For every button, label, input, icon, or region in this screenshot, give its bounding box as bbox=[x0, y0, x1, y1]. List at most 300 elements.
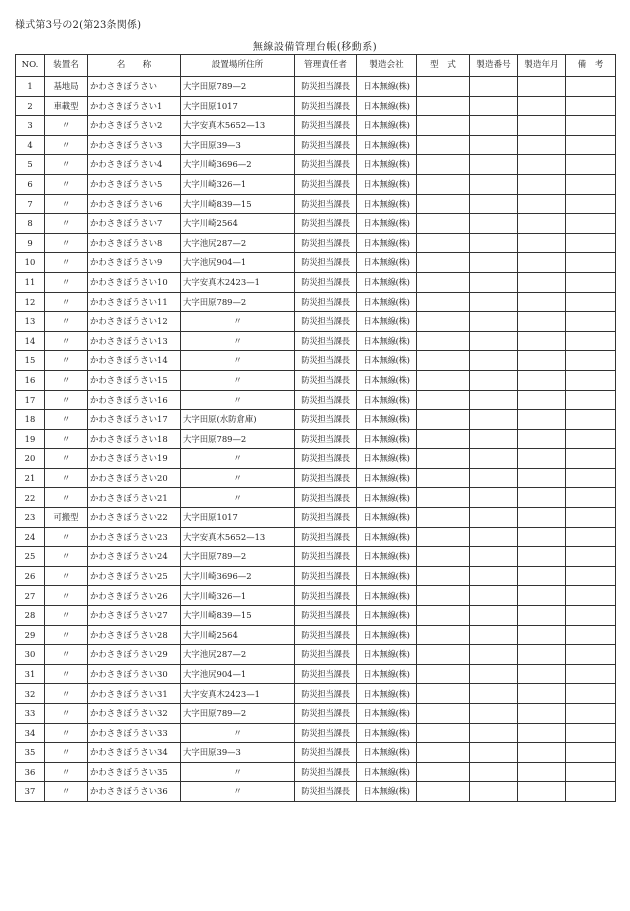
cell-model bbox=[417, 743, 470, 763]
header-device-type: 装置名 bbox=[45, 55, 88, 77]
cell-manager: 防災担当課長 bbox=[295, 410, 357, 430]
cell-manufacture-date bbox=[518, 566, 566, 586]
table-row bbox=[16, 547, 616, 567]
cell-name: かわさきぼうさい22 bbox=[88, 508, 181, 528]
cell-no: 17 bbox=[16, 390, 45, 410]
cell-manager: 防災担当課長 bbox=[295, 253, 357, 273]
cell-address: 大字田原789—2 bbox=[181, 292, 295, 312]
cell-name: かわさきぼうさい34 bbox=[88, 743, 181, 763]
cell-serial-number bbox=[470, 606, 518, 626]
cell-no: 35 bbox=[16, 743, 45, 763]
cell-no: 11 bbox=[16, 272, 45, 292]
cell-name: かわさきぼうさい4 bbox=[88, 155, 181, 175]
cell-no: 4 bbox=[16, 135, 45, 155]
cell-remarks bbox=[566, 233, 616, 253]
cell-device-type: 〃 bbox=[45, 194, 88, 214]
cell-model bbox=[417, 292, 470, 312]
cell-serial-number bbox=[470, 527, 518, 547]
cell-manufacture-date bbox=[518, 527, 566, 547]
cell-model bbox=[417, 684, 470, 704]
cell-manager: 防災担当課長 bbox=[295, 312, 357, 332]
cell-address: 〃 bbox=[181, 390, 295, 410]
cell-manager: 防災担当課長 bbox=[295, 214, 357, 234]
cell-manufacture-date bbox=[518, 96, 566, 116]
cell-device-type: 〃 bbox=[45, 488, 88, 508]
cell-serial-number bbox=[470, 410, 518, 430]
cell-name: かわさきぼうさい2 bbox=[88, 116, 181, 136]
cell-name: かわさきぼうさい1 bbox=[88, 96, 181, 116]
table-row bbox=[16, 449, 616, 469]
cell-serial-number bbox=[470, 370, 518, 390]
cell-no: 31 bbox=[16, 664, 45, 684]
cell-manager: 防災担当課長 bbox=[295, 508, 357, 528]
cell-manager: 防災担当課長 bbox=[295, 351, 357, 371]
table-row bbox=[16, 606, 616, 626]
cell-device-type: 〃 bbox=[45, 762, 88, 782]
header-no: NO. bbox=[16, 55, 45, 77]
cell-no: 5 bbox=[16, 155, 45, 175]
table-row bbox=[16, 77, 616, 97]
cell-manager: 防災担当課長 bbox=[295, 429, 357, 449]
table-row bbox=[16, 684, 616, 704]
cell-manufacture-date bbox=[518, 645, 566, 665]
table-row bbox=[16, 214, 616, 234]
table-row bbox=[16, 762, 616, 782]
cell-device-type: 〃 bbox=[45, 292, 88, 312]
cell-manager: 防災担当課長 bbox=[295, 704, 357, 724]
cell-model bbox=[417, 449, 470, 469]
cell-remarks bbox=[566, 96, 616, 116]
table-row bbox=[16, 508, 616, 528]
cell-no: 24 bbox=[16, 527, 45, 547]
cell-manager: 防災担当課長 bbox=[295, 77, 357, 97]
cell-serial-number bbox=[470, 351, 518, 371]
cell-name: かわさきぼうさい9 bbox=[88, 253, 181, 273]
table-row bbox=[16, 566, 616, 586]
cell-manager: 防災担当課長 bbox=[295, 664, 357, 684]
table-row bbox=[16, 292, 616, 312]
cell-manufacturer: 日本無線(株) bbox=[357, 96, 417, 116]
cell-name: かわさきぼうさい29 bbox=[88, 645, 181, 665]
cell-address: 〃 bbox=[181, 312, 295, 332]
cell-manager: 防災担当課長 bbox=[295, 233, 357, 253]
cell-manager: 防災担当課長 bbox=[295, 684, 357, 704]
cell-remarks bbox=[566, 155, 616, 175]
cell-model bbox=[417, 214, 470, 234]
cell-device-type: 〃 bbox=[45, 566, 88, 586]
cell-address: 大字安真木5652—13 bbox=[181, 116, 295, 136]
table-row bbox=[16, 782, 616, 802]
cell-manager: 防災担当課長 bbox=[295, 390, 357, 410]
cell-manufacturer: 日本無線(株) bbox=[357, 704, 417, 724]
cell-model bbox=[417, 508, 470, 528]
cell-serial-number bbox=[470, 312, 518, 332]
cell-no: 22 bbox=[16, 488, 45, 508]
cell-manufacture-date bbox=[518, 508, 566, 528]
cell-no: 13 bbox=[16, 312, 45, 332]
cell-address: 大字田原(水防倉庫) bbox=[181, 410, 295, 430]
cell-manufacturer: 日本無線(株) bbox=[357, 214, 417, 234]
cell-remarks bbox=[566, 488, 616, 508]
cell-model bbox=[417, 625, 470, 645]
cell-serial-number bbox=[470, 77, 518, 97]
cell-model bbox=[417, 429, 470, 449]
cell-remarks bbox=[566, 566, 616, 586]
cell-address: 大字安真木5652—13 bbox=[181, 527, 295, 547]
cell-manufacturer: 日本無線(株) bbox=[357, 625, 417, 645]
cell-name: かわさきぼうさい33 bbox=[88, 723, 181, 743]
cell-no: 34 bbox=[16, 723, 45, 743]
cell-address: 大字田原1017 bbox=[181, 96, 295, 116]
cell-device-type: 〃 bbox=[45, 547, 88, 567]
cell-manufacturer: 日本無線(株) bbox=[357, 272, 417, 292]
cell-serial-number bbox=[470, 194, 518, 214]
cell-serial-number bbox=[470, 488, 518, 508]
table-row bbox=[16, 135, 616, 155]
cell-manufacturer: 日本無線(株) bbox=[357, 370, 417, 390]
cell-address: 〃 bbox=[181, 331, 295, 351]
cell-address: 〃 bbox=[181, 370, 295, 390]
cell-name: かわさきぼうさい23 bbox=[88, 527, 181, 547]
cell-manager: 防災担当課長 bbox=[295, 155, 357, 175]
table-row bbox=[16, 194, 616, 214]
cell-serial-number bbox=[470, 116, 518, 136]
cell-no: 26 bbox=[16, 566, 45, 586]
cell-address: 大字池尻904—1 bbox=[181, 253, 295, 273]
cell-serial-number bbox=[470, 214, 518, 234]
cell-address: 大字田原1017 bbox=[181, 508, 295, 528]
table-row bbox=[16, 390, 616, 410]
cell-manufacturer: 日本無線(株) bbox=[357, 606, 417, 626]
cell-manager: 防災担当課長 bbox=[295, 743, 357, 763]
cell-model bbox=[417, 96, 470, 116]
cell-model bbox=[417, 704, 470, 724]
cell-model bbox=[417, 194, 470, 214]
cell-remarks bbox=[566, 292, 616, 312]
cell-serial-number bbox=[470, 664, 518, 684]
cell-manufacture-date bbox=[518, 77, 566, 97]
cell-device-type: 可搬型 bbox=[45, 508, 88, 528]
cell-manufacturer: 日本無線(株) bbox=[357, 782, 417, 802]
cell-remarks bbox=[566, 704, 616, 724]
cell-name: かわさきぼうさい18 bbox=[88, 429, 181, 449]
cell-manufacture-date bbox=[518, 664, 566, 684]
cell-no: 30 bbox=[16, 645, 45, 665]
cell-name: かわさきぼうさい11 bbox=[88, 292, 181, 312]
cell-remarks bbox=[566, 272, 616, 292]
cell-remarks bbox=[566, 606, 616, 626]
cell-serial-number bbox=[470, 782, 518, 802]
cell-no: 23 bbox=[16, 508, 45, 528]
cell-manufacture-date bbox=[518, 351, 566, 371]
cell-manufacturer: 日本無線(株) bbox=[357, 429, 417, 449]
cell-no: 15 bbox=[16, 351, 45, 371]
cell-name: かわさきぼうさい5 bbox=[88, 174, 181, 194]
cell-manufacturer: 日本無線(株) bbox=[357, 743, 417, 763]
cell-name: かわさきぼうさい31 bbox=[88, 684, 181, 704]
cell-manager: 防災担当課長 bbox=[295, 645, 357, 665]
cell-manufacture-date bbox=[518, 214, 566, 234]
cell-device-type: 車載型 bbox=[45, 96, 88, 116]
cell-serial-number bbox=[470, 684, 518, 704]
cell-device-type: 〃 bbox=[45, 351, 88, 371]
cell-name: かわさきぼうさい6 bbox=[88, 194, 181, 214]
cell-manager: 防災担当課長 bbox=[295, 782, 357, 802]
cell-no: 3 bbox=[16, 116, 45, 136]
cell-name: かわさきぼうさい30 bbox=[88, 664, 181, 684]
table-row bbox=[16, 155, 616, 175]
cell-device-type: 〃 bbox=[45, 174, 88, 194]
cell-name: かわさきぼうさい3 bbox=[88, 135, 181, 155]
cell-name: かわさきぼうさい27 bbox=[88, 606, 181, 626]
cell-model bbox=[417, 488, 470, 508]
cell-remarks bbox=[566, 135, 616, 155]
cell-model bbox=[417, 351, 470, 371]
cell-device-type: 〃 bbox=[45, 135, 88, 155]
cell-model bbox=[417, 312, 470, 332]
cell-no: 25 bbox=[16, 547, 45, 567]
cell-remarks bbox=[566, 331, 616, 351]
cell-manager: 防災担当課長 bbox=[295, 370, 357, 390]
cell-manufacturer: 日本無線(株) bbox=[357, 233, 417, 253]
cell-manager: 防災担当課長 bbox=[295, 468, 357, 488]
cell-manager: 防災担当課長 bbox=[295, 135, 357, 155]
cell-device-type: 〃 bbox=[45, 723, 88, 743]
cell-model bbox=[417, 253, 470, 273]
cell-manufacture-date bbox=[518, 194, 566, 214]
cell-manufacture-date bbox=[518, 684, 566, 704]
cell-manufacture-date bbox=[518, 292, 566, 312]
table-row bbox=[16, 410, 616, 430]
cell-address: 大字川崎2564 bbox=[181, 625, 295, 645]
cell-name: かわさきぼうさい35 bbox=[88, 762, 181, 782]
cell-no: 6 bbox=[16, 174, 45, 194]
cell-remarks bbox=[566, 723, 616, 743]
cell-manufacture-date bbox=[518, 135, 566, 155]
cell-no: 1 bbox=[16, 77, 45, 97]
cell-manufacturer: 日本無線(株) bbox=[357, 684, 417, 704]
cell-device-type: 〃 bbox=[45, 743, 88, 763]
cell-manager: 防災担当課長 bbox=[295, 488, 357, 508]
cell-address: 〃 bbox=[181, 351, 295, 371]
cell-manufacturer: 日本無線(株) bbox=[357, 488, 417, 508]
cell-address: 大字川崎326—1 bbox=[181, 174, 295, 194]
cell-name: かわさきぼうさい24 bbox=[88, 547, 181, 567]
cell-remarks bbox=[566, 410, 616, 430]
cell-model bbox=[417, 566, 470, 586]
cell-manufacturer: 日本無線(株) bbox=[357, 664, 417, 684]
cell-manufacturer: 日本無線(株) bbox=[357, 351, 417, 371]
cell-no: 28 bbox=[16, 606, 45, 626]
cell-manager: 防災担当課長 bbox=[295, 194, 357, 214]
cell-device-type: 〃 bbox=[45, 214, 88, 234]
cell-remarks bbox=[566, 370, 616, 390]
cell-manufacture-date bbox=[518, 547, 566, 567]
cell-model bbox=[417, 410, 470, 430]
cell-name: かわさきぼうさい21 bbox=[88, 488, 181, 508]
table-row bbox=[16, 704, 616, 724]
cell-serial-number bbox=[470, 645, 518, 665]
cell-name: かわさきぼうさい32 bbox=[88, 704, 181, 724]
cell-manager: 防災担当課長 bbox=[295, 527, 357, 547]
cell-manufacture-date bbox=[518, 233, 566, 253]
cell-manufacture-date bbox=[518, 762, 566, 782]
cell-name: かわさきぼうさい17 bbox=[88, 410, 181, 430]
cell-model bbox=[417, 606, 470, 626]
cell-address: 大字池尻904—1 bbox=[181, 664, 295, 684]
cell-manufacturer: 日本無線(株) bbox=[357, 174, 417, 194]
cell-remarks bbox=[566, 174, 616, 194]
cell-manufacture-date bbox=[518, 331, 566, 351]
header-manufacture-date: 製造年月 bbox=[518, 55, 566, 77]
cell-address: 大字川崎3696—2 bbox=[181, 566, 295, 586]
cell-address: 〃 bbox=[181, 723, 295, 743]
cell-manufacture-date bbox=[518, 116, 566, 136]
cell-address: 〃 bbox=[181, 449, 295, 469]
cell-manufacture-date bbox=[518, 743, 566, 763]
cell-address: 大字池尻287—2 bbox=[181, 645, 295, 665]
cell-device-type: 〃 bbox=[45, 468, 88, 488]
cell-device-type: 〃 bbox=[45, 116, 88, 136]
cell-manufacturer: 日本無線(株) bbox=[357, 468, 417, 488]
cell-serial-number bbox=[470, 743, 518, 763]
cell-no: 7 bbox=[16, 194, 45, 214]
cell-no: 9 bbox=[16, 233, 45, 253]
cell-manufacturer: 日本無線(株) bbox=[357, 253, 417, 273]
cell-address: 大字安真木2423—1 bbox=[181, 272, 295, 292]
cell-device-type: 〃 bbox=[45, 155, 88, 175]
cell-manufacture-date bbox=[518, 704, 566, 724]
cell-manager: 防災担当課長 bbox=[295, 586, 357, 606]
cell-model bbox=[417, 370, 470, 390]
cell-device-type: 〃 bbox=[45, 645, 88, 665]
cell-remarks bbox=[566, 194, 616, 214]
cell-name: かわさきぼうさい16 bbox=[88, 390, 181, 410]
cell-manufacture-date bbox=[518, 272, 566, 292]
cell-model bbox=[417, 233, 470, 253]
cell-no: 16 bbox=[16, 370, 45, 390]
cell-address: 〃 bbox=[181, 782, 295, 802]
cell-serial-number bbox=[470, 468, 518, 488]
cell-manager: 防災担当課長 bbox=[295, 292, 357, 312]
cell-model bbox=[417, 645, 470, 665]
cell-serial-number bbox=[470, 253, 518, 273]
cell-name: かわさきぼうさい13 bbox=[88, 331, 181, 351]
table-row bbox=[16, 664, 616, 684]
cell-no: 20 bbox=[16, 449, 45, 469]
cell-model bbox=[417, 723, 470, 743]
cell-name: かわさきぼうさい bbox=[88, 77, 181, 97]
cell-manufacturer: 日本無線(株) bbox=[357, 566, 417, 586]
cell-manager: 防災担当課長 bbox=[295, 96, 357, 116]
cell-serial-number bbox=[470, 449, 518, 469]
cell-manufacturer: 日本無線(株) bbox=[357, 77, 417, 97]
cell-address: 大字田原789—2 bbox=[181, 547, 295, 567]
cell-manager: 防災担当課長 bbox=[295, 116, 357, 136]
cell-manager: 防災担当課長 bbox=[295, 566, 357, 586]
cell-no: 18 bbox=[16, 410, 45, 430]
cell-remarks bbox=[566, 116, 616, 136]
cell-model bbox=[417, 762, 470, 782]
cell-remarks bbox=[566, 390, 616, 410]
cell-manufacturer: 日本無線(株) bbox=[357, 194, 417, 214]
cell-name: かわさきぼうさい36 bbox=[88, 782, 181, 802]
cell-remarks bbox=[566, 547, 616, 567]
table-row bbox=[16, 429, 616, 449]
cell-manufacturer: 日本無線(株) bbox=[357, 155, 417, 175]
cell-address: 〃 bbox=[181, 488, 295, 508]
table-row bbox=[16, 233, 616, 253]
table-row bbox=[16, 743, 616, 763]
cell-model bbox=[417, 135, 470, 155]
cell-serial-number bbox=[470, 566, 518, 586]
cell-manufacturer: 日本無線(株) bbox=[357, 547, 417, 567]
header-manufacturer: 製造会社 bbox=[357, 55, 417, 77]
cell-serial-number bbox=[470, 233, 518, 253]
radio-equipment-ledger-table bbox=[15, 54, 616, 802]
cell-no: 27 bbox=[16, 586, 45, 606]
cell-remarks bbox=[566, 508, 616, 528]
cell-serial-number bbox=[470, 135, 518, 155]
cell-no: 8 bbox=[16, 214, 45, 234]
table-row bbox=[16, 723, 616, 743]
cell-serial-number bbox=[470, 272, 518, 292]
cell-remarks bbox=[566, 762, 616, 782]
cell-remarks bbox=[566, 214, 616, 234]
cell-model bbox=[417, 527, 470, 547]
header-model: 型 式 bbox=[417, 55, 470, 77]
cell-serial-number bbox=[470, 429, 518, 449]
cell-manufacturer: 日本無線(株) bbox=[357, 449, 417, 469]
cell-manufacture-date bbox=[518, 723, 566, 743]
cell-name: かわさきぼうさい14 bbox=[88, 351, 181, 371]
cell-device-type: 〃 bbox=[45, 664, 88, 684]
cell-remarks bbox=[566, 664, 616, 684]
cell-name: かわさきぼうさい20 bbox=[88, 468, 181, 488]
cell-remarks bbox=[566, 527, 616, 547]
cell-address: 〃 bbox=[181, 762, 295, 782]
cell-remarks bbox=[566, 312, 616, 332]
cell-serial-number bbox=[470, 704, 518, 724]
cell-no: 12 bbox=[16, 292, 45, 312]
table-row bbox=[16, 527, 616, 547]
cell-device-type: 〃 bbox=[45, 606, 88, 626]
cell-manufacturer: 日本無線(株) bbox=[357, 723, 417, 743]
cell-manager: 防災担当課長 bbox=[295, 625, 357, 645]
cell-serial-number bbox=[470, 96, 518, 116]
cell-no: 14 bbox=[16, 331, 45, 351]
table-row bbox=[16, 272, 616, 292]
cell-serial-number bbox=[470, 174, 518, 194]
cell-manager: 防災担当課長 bbox=[295, 331, 357, 351]
cell-model bbox=[417, 77, 470, 97]
cell-model bbox=[417, 155, 470, 175]
cell-manufacture-date bbox=[518, 468, 566, 488]
cell-model bbox=[417, 586, 470, 606]
cell-model bbox=[417, 468, 470, 488]
cell-manufacturer: 日本無線(株) bbox=[357, 331, 417, 351]
cell-manufacturer: 日本無線(株) bbox=[357, 586, 417, 606]
cell-name: かわさきぼうさい25 bbox=[88, 566, 181, 586]
cell-address: 大字田原789—2 bbox=[181, 77, 295, 97]
table-row bbox=[16, 488, 616, 508]
cell-remarks bbox=[566, 468, 616, 488]
cell-serial-number bbox=[470, 625, 518, 645]
header-installation-address: 設置場所住所 bbox=[181, 55, 295, 77]
cell-no: 33 bbox=[16, 704, 45, 724]
cell-address: 大字田原789—2 bbox=[181, 704, 295, 724]
cell-serial-number bbox=[470, 586, 518, 606]
